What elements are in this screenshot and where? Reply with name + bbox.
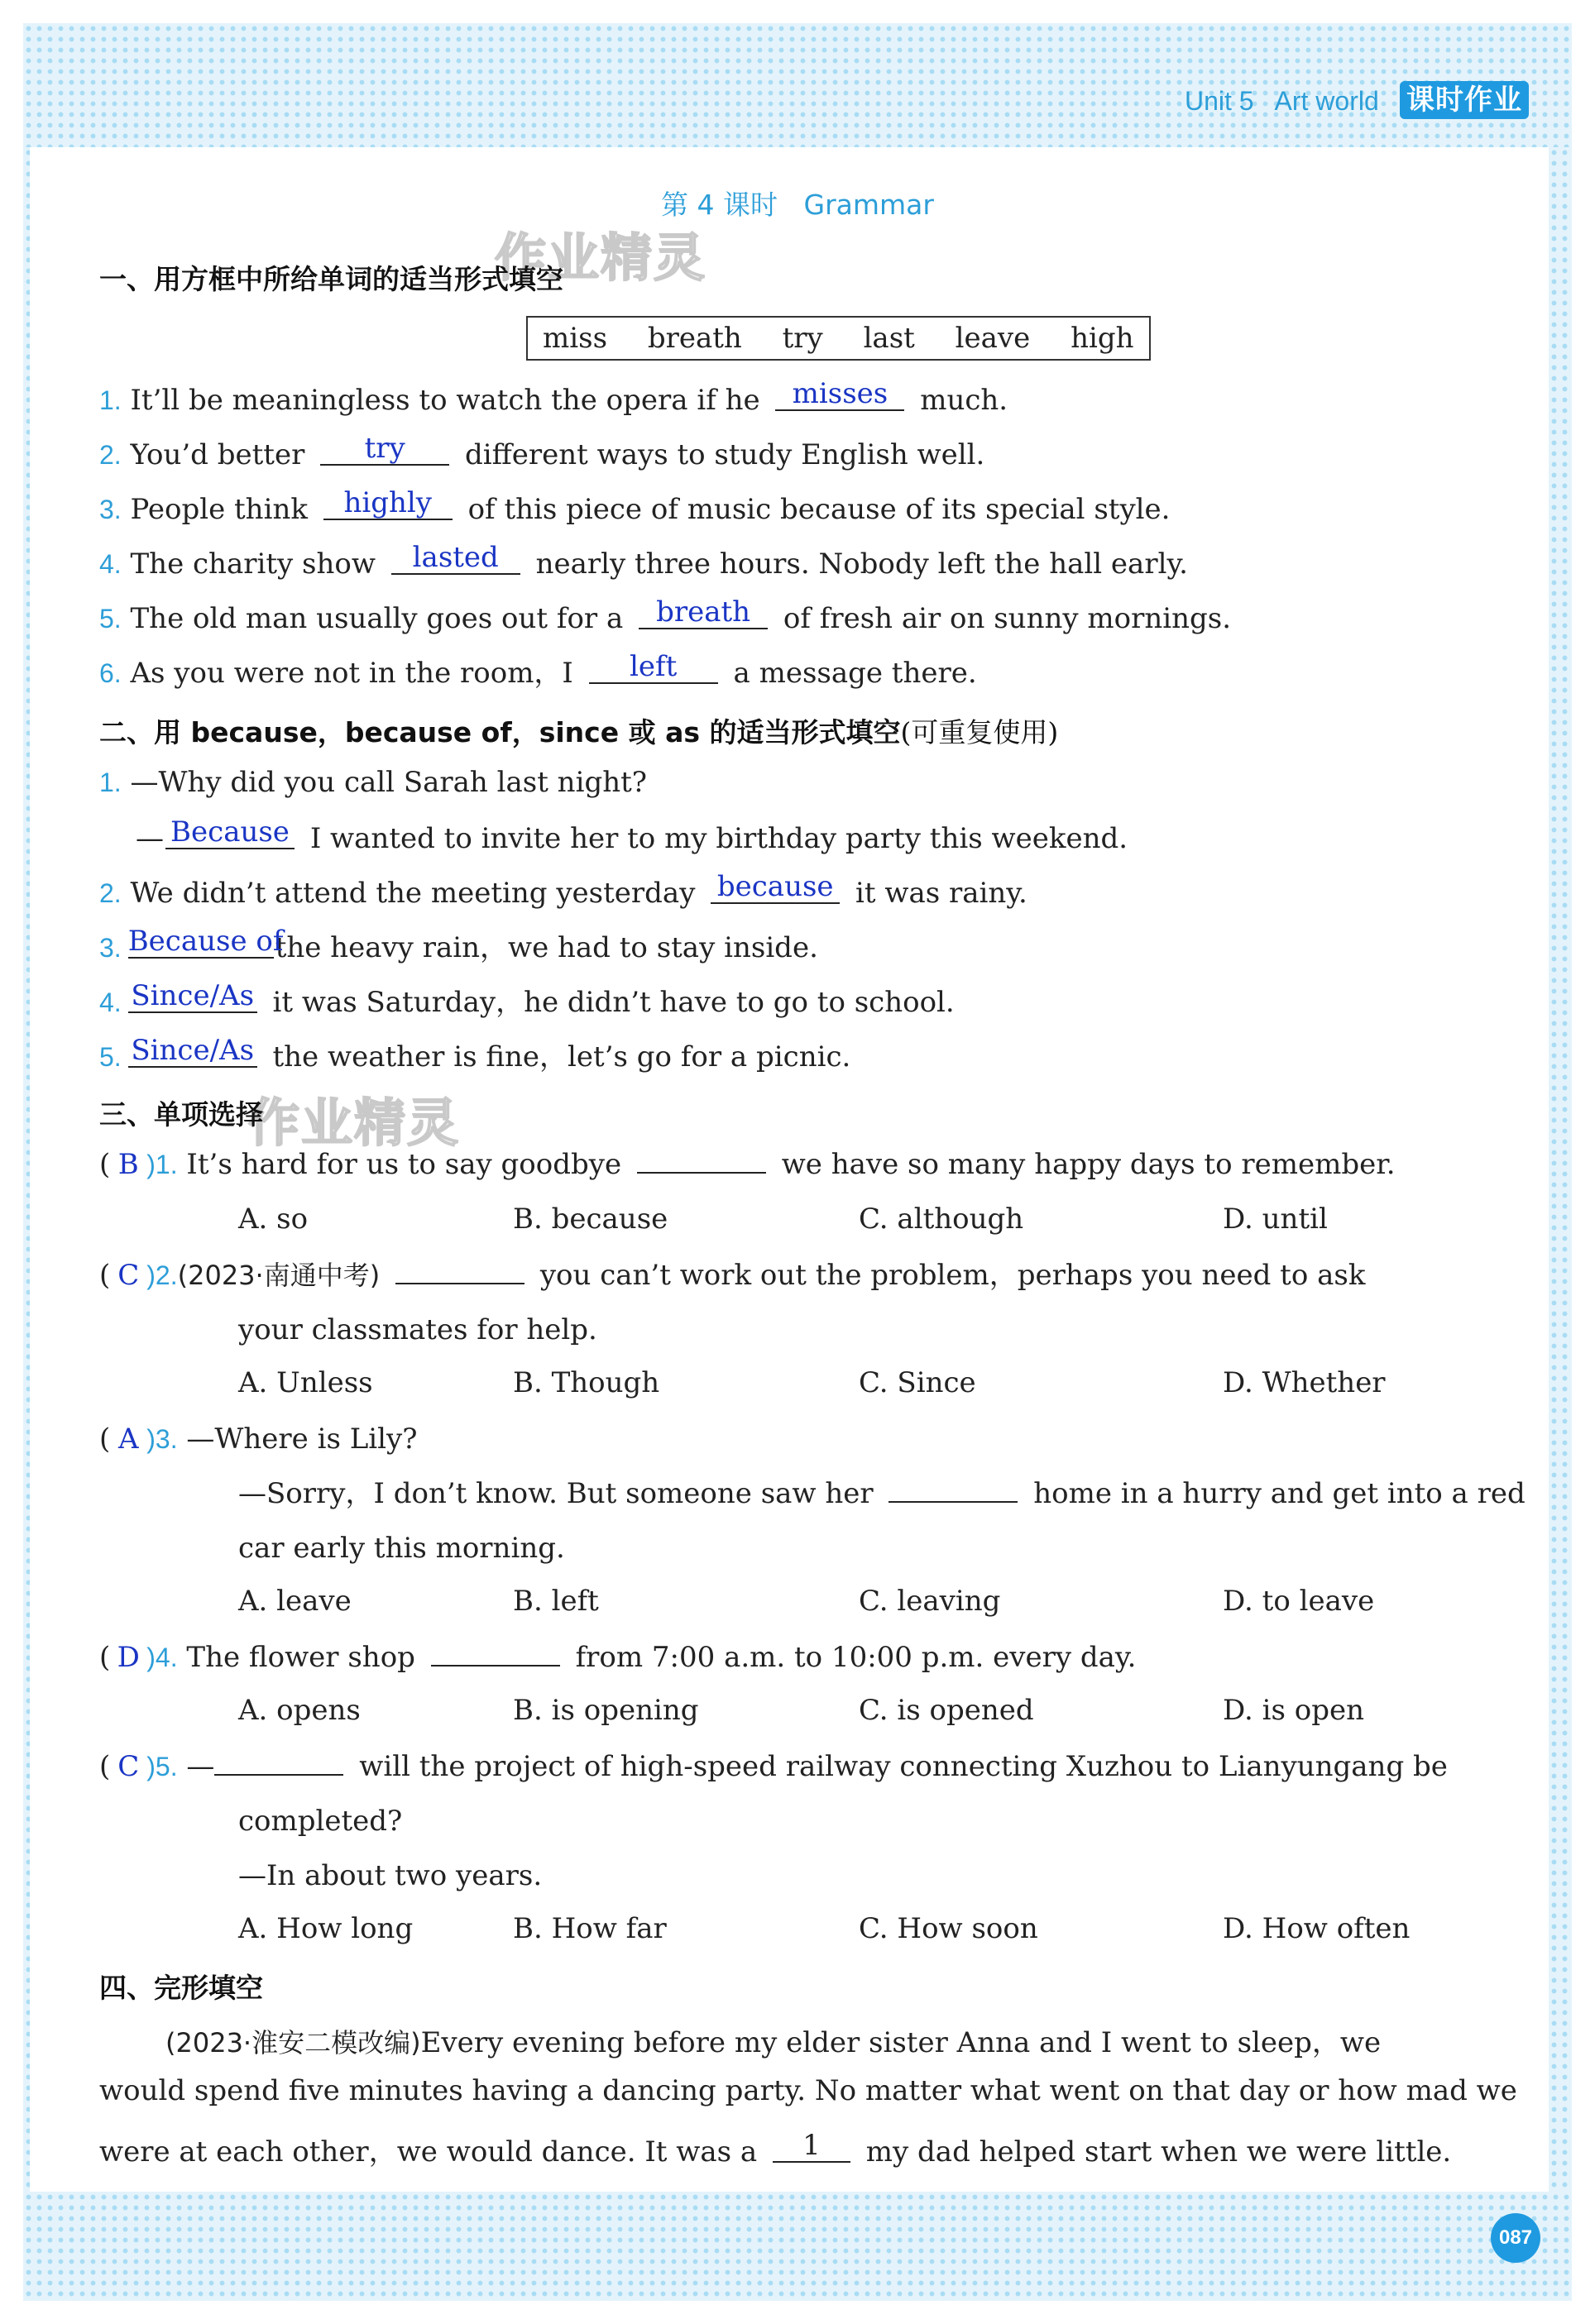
footer-band: [23, 2192, 1572, 2301]
item-number: 2.: [99, 878, 122, 908]
item-text: The flower shop: [186, 1641, 415, 1674]
passage-text: my dad helped start when we were little.: [865, 2135, 1452, 2169]
item-number: 3.: [99, 495, 122, 524]
unit-label: Unit 5 Art world: [1185, 86, 1379, 116]
item-number: 4.: [99, 549, 122, 579]
section2-heading-text: 二、用 because，because of，since 或 as 的适当形式填空: [99, 716, 901, 748]
mc-answer: B: [117, 1148, 139, 1181]
section1-heading: 一、用方框中所给单词的适当形式填空: [99, 263, 563, 295]
word-box-word: high: [1071, 322, 1134, 355]
item-text: much.: [920, 384, 1008, 417]
item-text: It’s hard for us to say goodbye: [186, 1148, 622, 1181]
passage-source: (2023·淮安二模改编): [165, 2027, 421, 2059]
mc-option: C. How soon: [859, 1912, 1038, 1945]
mc-option: D. to leave: [1223, 1585, 1375, 1618]
mc-question-3: ( A )3. —Where is Lily?: [99, 1423, 418, 1456]
item-text: from 7:00 a.m. to 10:00 p.m. every day.: [575, 1641, 1137, 1674]
right-border: [1549, 147, 1572, 2192]
mc-option: C. although: [859, 1203, 1024, 1236]
word-box-word: last: [863, 322, 915, 355]
item-text: People think: [130, 493, 308, 526]
cloze-line-1: [165, 2020, 1572, 2060]
lesson-title: 第 4 课时 Grammar: [661, 189, 934, 221]
answer-blank: highly: [323, 487, 453, 520]
item-number: )3.: [146, 1424, 178, 1454]
mc-answer: D: [117, 1641, 140, 1674]
mc-option: A. leave: [238, 1585, 352, 1618]
item-text: it was rainy.: [855, 877, 1027, 910]
mc-option: C. is opened: [859, 1694, 1034, 1727]
item-number: 1.: [99, 767, 122, 797]
item-number: 6.: [99, 658, 122, 688]
s1-item-4: [99, 541, 1188, 582]
answer-blank: because: [711, 871, 840, 904]
s2-item-5: [99, 1034, 851, 1075]
series-logo: 课时作业: [1400, 81, 1529, 119]
mc-option: B. How far: [513, 1912, 667, 1945]
mc-option: D. is open: [1223, 1694, 1365, 1727]
answer-blank: Because of: [127, 925, 284, 958]
item-text: the weather is fine，let’s go for a picnic.: [272, 1040, 851, 1074]
s2-item-3: [99, 925, 818, 966]
watermark: 作业精灵: [248, 1093, 461, 1153]
cloze-line-3: [99, 2129, 1506, 2169]
mc-option: D. Whether: [1223, 1366, 1386, 1399]
left-border: [23, 147, 30, 2192]
mc-option: C. leaving: [859, 1585, 1001, 1618]
word-box: [526, 316, 1151, 361]
answer-blank: Since/As: [128, 980, 257, 1013]
mc-option: B. because: [513, 1203, 668, 1236]
mc-option: B. is opening: [513, 1694, 699, 1727]
s2-item-1-question: [99, 764, 647, 801]
item-number: 3.: [99, 933, 122, 963]
dash: —: [186, 1750, 215, 1783]
item-text: —Why did you call Sarah last night?: [130, 766, 648, 799]
answer-blank: Because: [165, 816, 295, 849]
mc-option: D. until: [1223, 1203, 1328, 1236]
s1-item-5: [99, 595, 1232, 637]
item-text: I wanted to invite her to my birthday party this weekend.: [309, 822, 1128, 855]
s2-item-4: [99, 979, 955, 1021]
mc-answer: C: [117, 1259, 140, 1292]
word-box-word: try: [782, 322, 823, 355]
item-number: )4.: [146, 1643, 178, 1672]
mc-answer: C: [117, 1750, 140, 1783]
blank-line: [395, 1258, 524, 1284]
mc-option: C. Since: [859, 1366, 976, 1399]
mc-question-5-line2: completed?: [238, 1805, 403, 1838]
cloze-line-2: would spend five minutes having a dancing party. No matter what went on that day or how mad we: [99, 2074, 1517, 2107]
s1-item-3: [99, 486, 1171, 528]
item-text: We didn’t attend the meeting yesterday: [130, 877, 696, 910]
watermark: 作业精灵: [495, 227, 707, 288]
item-text: a message there.: [733, 657, 977, 690]
s1-item-6: [99, 650, 977, 691]
s2-item-1-answer: [136, 815, 1128, 857]
item-number: )1.: [146, 1150, 178, 1179]
question-source: (2023·南通中考): [177, 1260, 381, 1291]
answer-blank: left: [589, 651, 718, 684]
mc-answer: A: [117, 1423, 139, 1456]
item-text: different ways to study English well.: [464, 438, 985, 471]
blank-line: [214, 1749, 343, 1776]
passage-text: Every evening before my elder sister Anna and I went to sleep，we: [420, 2026, 1382, 2059]
mc-option: A. How long: [238, 1912, 414, 1945]
mc-question-3-line2: [238, 1475, 1526, 1512]
item-number: 1.: [99, 385, 122, 415]
mc-question-1: ( B )1. It’s hard for us to say goodbye we have so many happy days to remember.: [99, 1148, 1396, 1181]
mc-question-3-line3: car early this morning.: [238, 1532, 565, 1565]
section2-heading-note: (可重复使用): [900, 716, 1059, 748]
answer-blank: lasted: [391, 542, 520, 575]
section3-heading: 三、单项选择: [99, 1098, 263, 1131]
item-text: we have so many happy days to remember.: [781, 1148, 1396, 1181]
item-text: will the project of high-speed railway connecting Xuzhou to Lianyungang be: [359, 1750, 1448, 1783]
s2-item-2: [99, 870, 1027, 911]
mc-option: A. so: [238, 1203, 309, 1236]
mc-question-2: ( C )2.(2023·南通中考) you can’t work out the problem，perhaps you need to ask: [99, 1259, 1366, 1292]
item-number: )5.: [146, 1752, 178, 1781]
section2-heading: [99, 711, 1058, 750]
item-text: As you were not in the room，I: [130, 657, 573, 690]
s1-item-1: [99, 377, 1008, 418]
item-number: 4.: [99, 987, 122, 1017]
mc-option: B. left: [513, 1585, 599, 1618]
blank-line: [637, 1147, 766, 1174]
mc-option: B. Though: [513, 1366, 660, 1399]
item-text: The old man usually goes out for a: [130, 602, 624, 635]
item-text: it was Saturday，he didn’t have to go to school.: [272, 986, 955, 1019]
answer-blank: try: [320, 433, 449, 466]
item-text: the heavy rain，we had to stay inside.: [275, 931, 818, 964]
section4-heading: 四、完形填空: [99, 1972, 263, 2004]
mc-option: A. opens: [238, 1694, 361, 1727]
item-number: 2.: [99, 440, 122, 470]
header-band: [23, 23, 1572, 147]
answer-blank: Since/As: [128, 1035, 257, 1068]
mc-question-2-cont: your classmates for help.: [238, 1313, 597, 1346]
mc-option: A. Unless: [238, 1366, 373, 1399]
mc-question-4: ( D )4. The flower shop from 7:00 a.m. to 10:00 p.m. every day.: [99, 1641, 1137, 1674]
word-box-word: miss: [543, 322, 608, 355]
mc-question-5-line3: —In about two years.: [238, 1859, 543, 1892]
item-text: home in a hurry and get into a red: [1033, 1477, 1526, 1510]
cloze-blank: 1: [773, 2130, 850, 2163]
dash: —: [136, 822, 164, 855]
item-text: you can’t work out the problem，perhaps you need to ask: [539, 1259, 1366, 1292]
blank-line: [889, 1476, 1018, 1503]
mc-question-5: ( C )5. — will the project of high-speed railway connecting Xuzhou to Lianyungang be: [99, 1750, 1448, 1783]
item-text: You’d better: [130, 438, 305, 471]
s1-item-2: [99, 432, 985, 473]
item-number: 5.: [99, 604, 122, 634]
word-box-word: leave: [955, 322, 1031, 355]
page-number: 087: [1491, 2213, 1540, 2263]
answer-blank: breath: [639, 596, 768, 629]
word-box-word: breath: [647, 322, 742, 355]
item-text: —Sorry，I don’t know. But someone saw her: [238, 1477, 874, 1510]
answer-blank: misses: [775, 378, 904, 411]
passage-text: were at each other，we would dance. It was a: [99, 2135, 758, 2169]
item-text: of fresh air on sunny mornings.: [783, 602, 1232, 635]
item-number: 5.: [99, 1042, 122, 1072]
item-text: It’ll be meaningless to watch the opera if he: [130, 384, 760, 417]
blank-line: [431, 1640, 560, 1666]
mc-option: D. How often: [1223, 1912, 1411, 1945]
item-text: of this piece of music because of its special style.: [467, 493, 1171, 526]
item-text: —Where is Lily?: [186, 1423, 418, 1456]
item-text: nearly three hours. Nobody left the hall early.: [535, 548, 1188, 581]
item-text: The charity show: [130, 548, 376, 581]
item-number: )2.: [146, 1260, 178, 1290]
